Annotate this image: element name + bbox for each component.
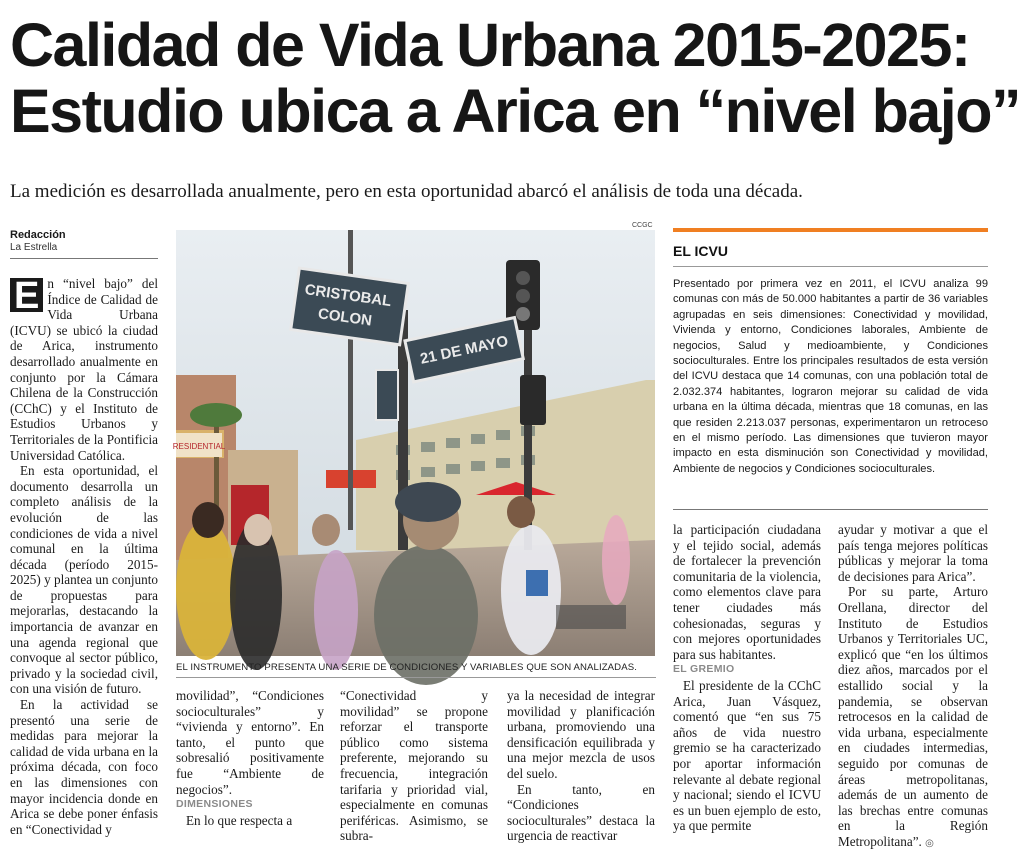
article-column-4	[507, 522, 655, 844]
sign-cristobal-colon-line1: CRISTOBAL	[303, 281, 393, 311]
photo-caption: EL INSTRUMENTO PRESENTA UNA SERIE DE CONDICIONES Y VARIABLES QUE SON ANALIZADAS.	[176, 662, 637, 673]
article-column-6	[838, 522, 988, 849]
end-mark-icon: ◎	[925, 837, 934, 849]
subhead-dimensiones: DIMENSIONES	[176, 798, 253, 811]
article-paragraph: la participación ciudadana y el tejido social, además de fortalecer la prevención comunitaria de la violencia, como elementos clave para tener ciudades más cohesionadas, seguras y con mejores oportunidades para sus habitantes.	[673, 522, 821, 662]
article-column-1	[10, 276, 158, 836]
sidebar-body: Presentado por primera vez en 2011, el ICVU analiza 99 comunas con más de 50.000 habitantes a partir de 36 variables agrupadas en seis dimensiones: Conectividad y movilidad, Vivienda y entorno, Condiciones laborales, Ambiente de negocios, Salud y medioambiente, y Condiciones socioculturales. Entre los principales resultados de esta versión del ICVU destaca que 14 comunas, con una población total de 2.032.374 habitantes, lograron mejorar su calidad de vida urbana en la última década, mientras que 18 comunas, en las que residen 2.213.037 personas, experimentaron un retroceso en el mismo período. Las dimensiones que tuvieron mayor impacto en esta disminución son Conectividad y movilidad, Ambiente de negocios y Condiciones socioculturales.	[673, 278, 988, 475]
article-paragraph: En tanto, en “Condiciones socioculturales” destaca la urgencia de reactivar	[507, 781, 655, 844]
article-paragraph: En lo que respecta a	[186, 812, 293, 828]
article-paragraph: E n “nivel bajo” del Índice de Calidad de Vida Urbana (ICVU) se ubicó la ciudad de Arica, instrumento desarrollado anualmente en conjunto por la Cámara Chilena de la Construcción (CChC) y el Instituto de Estudios Urbanos y Territoriales de la Pontificia Universidad Católica.	[10, 275, 158, 463]
article-paragraph: ayudar y motivar a que el país tenga mejores políticas públicas y mejorar la toma de decisiones para Arica”.	[838, 522, 988, 584]
sidebar-accent-bar	[673, 228, 988, 232]
article-column-2	[176, 688, 324, 836]
photo-credit: CCGC	[632, 222, 653, 229]
byline-divider	[10, 258, 158, 259]
subhead-gremio: EL GREMIO	[673, 663, 735, 676]
article-column-5	[673, 522, 821, 836]
byline	[10, 229, 66, 254]
sidebar-bottom-divider	[673, 509, 988, 510]
byline-name: Redacción	[10, 229, 66, 241]
sign-cristobal-colon-line2: COLON	[316, 305, 373, 330]
shop-sign: RESIDENTIAL	[172, 442, 226, 451]
article-paragraph: El presidente de la CChC Arica, Juan Vásquez, comentó que “en sus 75 años de vida nuestro gremio se ha caracterizado por aportar información relevante al debate regional y nacional; siendo el ICVU es un buen ejemplo de esto, ya que permite	[673, 677, 821, 834]
drop-cap: E	[10, 278, 43, 312]
article-paragraph: movilidad”, “Condiciones socioculturales” y “vivienda y entorno”. En tanto, el punto que sobresalió positivamente fue “Ambiente de negocios”.	[176, 688, 324, 797]
article-paragraph: Por su parte, Arturo Orellana, director del Instituto de Estudios Urbanos y Territoriales UC, explicó que “en los últimos diez años, marcados por el estallido social y la pandemia, se observan retrocesos en la calidad de vida urbana, especialmente en ciudades intermedias, seguido por comunas de áreas metropolitanas, además de un aumento de las brechas entre comunas en la Región Metropolitana”. ◎	[838, 584, 988, 849]
sidebar-title: EL ICVU	[673, 243, 728, 259]
sidebar-divider	[673, 266, 988, 267]
article-paragraph: En la actividad se presentó una serie de medidas para mejorar la calidad de vida urbana en la próxima década, con foco en las dimensiones con mayor incidencia donde en Arica se debe poner énfasis en “Conectividad y	[10, 697, 158, 837]
article-paragraph: “Conectividad y movilidad” se propone reforzar el transporte público como sistema preferente, mejorando su frecuencia, integración tarifaria y prioridad vial, especialmente en comunas periféricas. Asimismo, se subra-	[340, 688, 488, 844]
article-column-3	[340, 688, 488, 844]
byline-outlet: La Estrella	[10, 242, 58, 253]
headline-line-1: Calidad de Vida Urbana 2015-2025:	[10, 11, 970, 79]
article-paragraph: En esta oportunidad, el documento desarrolla un completo análisis de la evolución de las condiciones de vida a nivel comunal en la última década (período 2015-2025) y plantea un conjunto de propuestas para mejorarlas, destacando la importancia de avanzar en una agenda regional que convoque al sector público, privado y la sociedad civil, con una visión de futuro.	[10, 463, 158, 697]
headline	[10, 11, 1020, 145]
headline-line-2: Estudio ubica a Arica en “nivel bajo”	[10, 77, 1020, 145]
sign-21-de-mayo: 21 DE MAYO	[418, 332, 510, 368]
article-paragraph: ya la necesidad de integrar movilidad y planificación urbana, promoviendo una densificación equilibrada y una mejor mezcla de usos del suelo.	[507, 688, 655, 781]
deck-subtitle: La medición es desarrollada anualmente, pero en esta oportunidad abarcó el análisis de toda una década.	[10, 181, 803, 202]
